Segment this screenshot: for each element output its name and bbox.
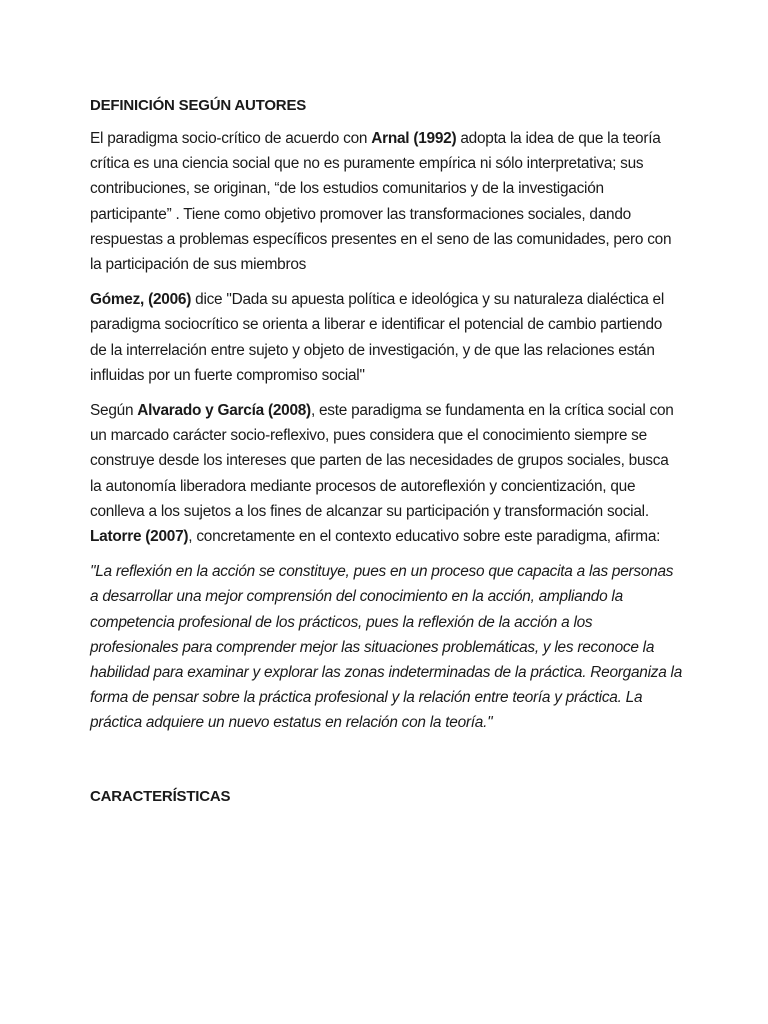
author-citation-alvarado: Alvarado y García (2008): [137, 402, 311, 420]
section-heading-definicion: DEFINICIÓN SEGÚN AUTORES: [90, 97, 307, 114]
paragraph-text: adopta la idea de que la teoría crítica es una ciencia social que no es puramente empírica ni sólo interpretativa; sus contribuciones, se originan, “de los estudios comunitarios y de la investigación participante” . Tiene como objetivo promover las transformaciones sociales, dando respuestas a problemas específicos presentes en el seno de las comunidades, pero con la participación de sus miembros: [90, 130, 672, 274]
spacer: [90, 746, 682, 786]
author-citation-latorre: Latorre (2007): [90, 528, 189, 546]
document-page: [90, 95, 682, 817]
paragraph-gomez: [90, 287, 682, 388]
section-heading-caracteristicas: CARACTERÍSTICAS: [90, 787, 231, 805]
paragraph-text: , este paradigma se fundamenta en la crítica social con un marcado carácter socio-reflexivo, pues considera que el conocimiento siempre se construye desde los intereses que parten de las necesidades de grupos sociales, busca la autonomía liberadora mediante procesos de autoreflexión y concientización, que conlleva a los sujetos a los fines de alcanzar su participación y transformación social.: [90, 402, 674, 520]
paragraph-alvarado: [90, 398, 682, 549]
paragraph-text: , concretamente en el contexto educativo sobre este paradigma, afirma:: [188, 528, 661, 546]
paragraph-arnal: [90, 126, 682, 277]
block-quote-latorre: "La reflexión en la acción se constituye, pues en un proceso que capacita a las personas a desarrollar una mejor comprensión del conocimiento en la acción, ampliando la competencia profesional de los prácticos, pues la reflexión de la acción a los profesionales para comprender mejor las situaciones problemáticas, y les reconoce la habilidad para examinar y explorar las zonas indeterminadas de la práctica. Reorganiza la forma de pensar sobre la práctica profesional y la relación entre teoría y práctica. La práctica adquiere un nuevo estatus en relación con la teoría.": [90, 563, 683, 732]
author-citation-gomez: Gómez, (2006): [90, 291, 192, 309]
paragraph-text: Según: [90, 402, 138, 420]
paragraph-text: El paradigma socio-crítico de acuerdo con: [90, 130, 372, 147]
author-citation-arnal: Arnal (1992): [371, 130, 457, 147]
paragraph-text: dice "Dada su apuesta política e ideológica y su naturaleza dialéctica el paradigma sociocrítico se orienta a liberar e identificar el potencial de cambio partiendo de la interrelación entre sujeto y objeto de investigación, y de que las relaciones están influidas por un fuerte compromiso social": [90, 291, 665, 384]
